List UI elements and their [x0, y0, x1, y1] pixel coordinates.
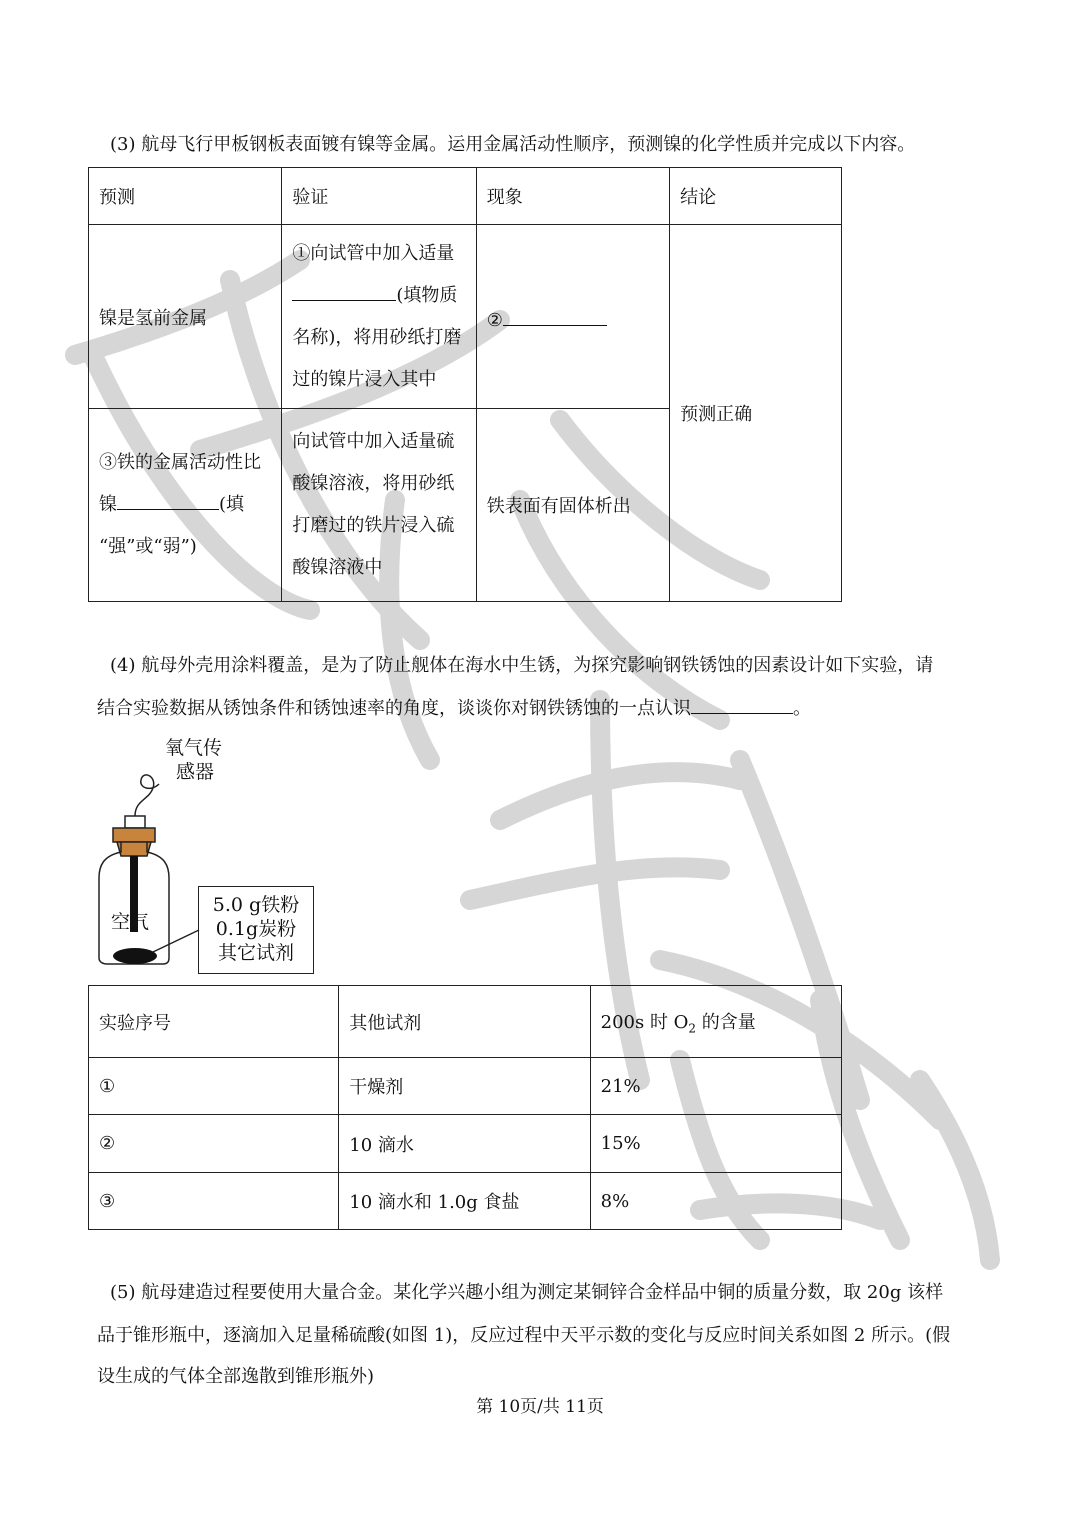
q4-header-no: 实验序号	[89, 986, 339, 1058]
row1-no: ①	[89, 1058, 339, 1115]
answer-blank-4[interactable]	[691, 691, 793, 714]
row3-no: ③	[89, 1173, 339, 1230]
q3-row1-verify-line1: ①向试管中加入适量	[292, 242, 455, 264]
page-footer: 第 10页/共 11页	[476, 1397, 604, 1417]
row2-no: ②	[89, 1115, 339, 1173]
sensor-label-line2: 感器	[176, 761, 215, 783]
q3-conclusion: 预测正确	[670, 225, 842, 602]
apparatus-bottle-icon	[95, 770, 215, 970]
reagent-line3: 其它试剂	[217, 942, 294, 964]
reagent-line1: 5.0 g铁粉	[212, 894, 300, 916]
q3-row2-verify-line2: 酸镍溶液，将用砂纸	[292, 473, 455, 494]
q3-row2-verify-line1: 向试管中加入适量硫	[292, 431, 455, 452]
row2-reagent: 10 滴水	[339, 1115, 590, 1173]
q3-header-conclusion: 结论	[670, 168, 842, 225]
q3-row1-verify-line3: 名称)，将用砂纸打磨	[292, 326, 462, 348]
q3-row1-verify-line4: 过的镍片浸入其中	[292, 368, 437, 390]
q3-table	[88, 167, 842, 602]
q4-table-header-row	[89, 986, 842, 1058]
q4-line2	[97, 688, 811, 730]
reagent-box	[198, 886, 314, 974]
sensor-label-line1: 氧气传	[165, 737, 223, 759]
q3-header-verify: 验证	[282, 168, 476, 225]
q3-row1-predict: 镍是氢前金属	[89, 225, 282, 409]
q3-row2-verify	[282, 409, 476, 602]
q3-row2-predict-line2a: 镍	[99, 494, 117, 515]
q3-row1-phenomenon-label: ②	[486, 309, 503, 331]
q4-line2-end: 。	[793, 698, 811, 719]
q5-line3: 设生成的气体全部逸散到锥形瓶外)	[97, 1366, 375, 1387]
q3-row2-predict-line2b: (填	[219, 494, 245, 515]
q3-row2-predict-line1: ③铁的金属活动性比	[99, 452, 261, 473]
q3-text: (3) 航母飞行甲板钢板表面镀有镍等金属。运用金属活动性顺序，预测镍的化学性质并完成以下内容。	[110, 134, 916, 155]
row1-reagent: 干燥剂	[339, 1058, 590, 1115]
q4-table	[88, 985, 842, 1230]
q4-header-reagent: 其他试剂	[339, 986, 590, 1058]
table-row	[89, 1115, 842, 1173]
q3-row1-verify-line2-text: (填物质	[396, 284, 458, 306]
q4-header-o2-pre: 200s 时 O	[600, 1011, 689, 1033]
q3-row2-verify-line4: 酸镍溶液中	[292, 557, 383, 578]
q3-row-1	[89, 225, 842, 409]
q4-line1: (4) 航母外壳用涂料覆盖，是为了防止舰体在海水中生锈，为探究影响钢铁锈蚀的因素设计如下实验，请	[110, 655, 934, 676]
q5-line2: 品于锥形瓶中，逐滴加入足量稀硫酸(如图 1)，反应过程中天平示数的变化与反应时间关系如图 2 所示。(假	[97, 1325, 951, 1346]
q3-row2-verify-line3: 打磨过的铁片浸入硫	[292, 515, 455, 536]
answer-blank-2[interactable]	[503, 303, 607, 326]
q3-table-header-row	[89, 168, 842, 225]
q3-header-predict: 预测	[89, 168, 282, 225]
row3-o2: 8%	[590, 1173, 841, 1230]
row1-o2: 21%	[590, 1058, 841, 1115]
q3-header-phenomenon: 现象	[476, 168, 669, 225]
q3-row1-verify	[282, 225, 476, 409]
row2-o2: 15%	[590, 1115, 841, 1173]
q3-row1-phenomenon	[476, 225, 669, 409]
q5-line1: (5) 航母建造过程要使用大量合金。某化学兴趣小组为测定某铜锌合金样品中铜的质量分数，取 20g 该样	[110, 1282, 944, 1303]
q3-row2-phenomenon: 铁表面有固体析出	[476, 409, 669, 602]
q4-line2-text: 结合实验数据从锈蚀条件和锈蚀速率的角度，谈谈你对钢铁锈蚀的一点认识	[97, 698, 691, 719]
reagent-line2: 0.1g炭粉	[215, 918, 297, 940]
answer-blank-1[interactable]	[292, 278, 396, 301]
q3-row2-predict-line3: “强”或“弱”)	[99, 536, 197, 557]
q3-row2-predict-line2	[99, 484, 271, 526]
q4-header-o2	[590, 986, 841, 1058]
answer-blank-3[interactable]	[117, 487, 219, 510]
q3-row1-verify-line2	[292, 275, 465, 317]
q4-header-o2-post: 的含量	[696, 1011, 756, 1033]
q4-header-o2-sub: 2	[688, 1021, 697, 1036]
table-row	[89, 1173, 842, 1230]
q3-row2-predict	[89, 409, 282, 602]
table-row	[89, 1058, 842, 1115]
air-label: 空气	[111, 911, 150, 933]
row3-reagent: 10 滴水和 1.0g 食盐	[339, 1173, 590, 1230]
